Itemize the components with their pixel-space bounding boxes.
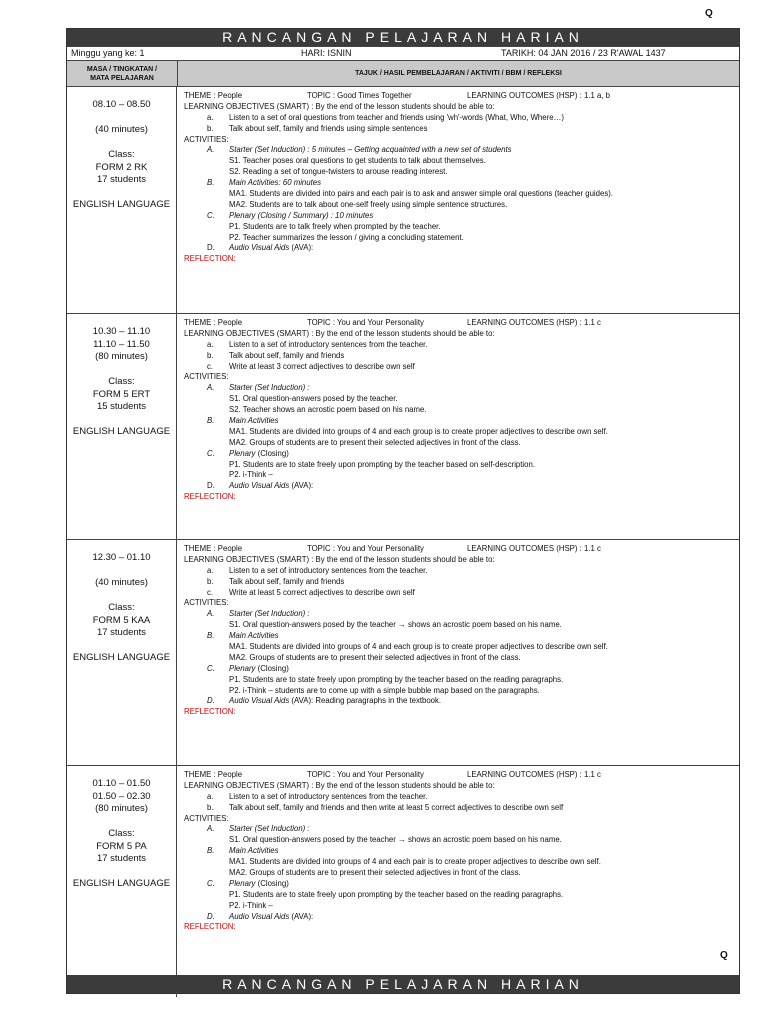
activity-mark: A. [207, 824, 215, 834]
activity-title: Main Activities: 60 minutes [229, 178, 322, 188]
activity-mark: A. [207, 383, 215, 393]
activity-step: P1. Students are to state freely upon prompting by the teacher based on self-description. [229, 459, 535, 469]
objective-text: Listen to a set of introductory sentences from the teacher. [229, 339, 428, 349]
table-header [67, 61, 739, 87]
header-col-time [67, 61, 178, 86]
objective-item [184, 566, 739, 577]
activity-tail: (Closing) [255, 878, 289, 888]
outcome-text: LEARNING OUTCOMES (HSP) : 1.1 a, b [467, 91, 610, 100]
activity-heading [184, 631, 739, 642]
objective-mark: b. [207, 576, 214, 586]
spacer [67, 414, 176, 427]
objective-item [184, 340, 739, 351]
theme-line [184, 91, 739, 102]
info-row [67, 46, 739, 61]
theme-line [184, 544, 739, 555]
objective-mark: b. [207, 350, 214, 360]
objective-item [184, 792, 739, 803]
activity-heading [184, 696, 739, 707]
activities-title: ACTIVITIES: [184, 372, 229, 382]
top-banner: RANCANGAN PELAJARAN HARIAN [67, 29, 739, 46]
activity-step: MA2. Students are to talk about one-self freely using simple sentence structures. [229, 199, 508, 209]
objective-item [184, 588, 739, 599]
activity-title: Starter (Set Induction) : [229, 609, 310, 619]
activity-step: MA2. Groups of students are to present their selected adjectives in front of the class. [229, 652, 521, 662]
class-label: Class: [108, 828, 135, 839]
objective-item [184, 124, 739, 135]
outcome-text: LEARNING OUTCOMES (HSP) : 1.1 c [467, 544, 601, 553]
objective-text: Listen to a set of introductory sentences from the teacher. [229, 791, 428, 801]
objective-item [184, 803, 739, 814]
objectives-title: LEARNING OBJECTIVES (SMART) : By the end of the lesson students should be able to: [184, 101, 495, 111]
objective-text: Talk about self, family and friends [229, 576, 345, 586]
lesson-time: 12.30 – 01.10 [92, 552, 151, 563]
lesson-row [67, 540, 739, 766]
activity-step: MA1. Students are divided into pairs and each pair is to ask and answer simple oral questions (teacher guides). [229, 189, 613, 199]
activity-heading [184, 912, 739, 923]
class-label: Class: [108, 149, 135, 160]
objective-item [184, 113, 739, 124]
activity-tail: (AVA): [289, 243, 314, 253]
activity-mark: B. [207, 846, 215, 856]
activity-title: Plenary (Closing / Summary) : 10 minutes [229, 210, 374, 220]
lesson-time: 08.10 – 08.50 [92, 99, 151, 110]
week-label: Minggu yang ke: 1 [71, 48, 145, 58]
activity-step: MA1. Students are divided into groups of 4 and each group is to create proper adjectives to describe own self. [229, 642, 608, 652]
objective-mark: c. [207, 587, 214, 597]
activity-mark: D. [207, 243, 215, 253]
activity-heading [184, 449, 739, 460]
subject: ENGLISH LANGUAGE [72, 426, 171, 437]
topic-text: TOPIC : You and Your Personality [307, 318, 424, 327]
spacer [67, 565, 176, 578]
class-form: FORM 5 KAA [92, 614, 151, 626]
class-form: FORM 5 ERT [92, 388, 151, 400]
activity-title: Audio Visual Aids [229, 481, 290, 491]
class-form: FORM 5 PA [96, 840, 147, 852]
activity-heading [184, 211, 739, 222]
outcome-text: LEARNING OUTCOMES (HSP) : 1.1 c [467, 770, 601, 779]
subject: ENGLISH LANGUAGE [72, 878, 171, 889]
activity-tail: (AVA): [289, 911, 314, 921]
reflection-label: REFLECTION: [184, 492, 236, 502]
activity-step: MA2. Groups of students are to present their selected adjectives in front of the class. [229, 868, 521, 878]
objective-item [184, 577, 739, 588]
lesson-time: 01.10 – 01.50 [92, 778, 151, 789]
subject: ENGLISH LANGUAGE [72, 652, 171, 663]
activity-step: S1. Oral question-answers posed by the teacher → shows an acrostic poem based on his name. [229, 835, 562, 845]
lesson-content [177, 314, 739, 539]
activity-mark: D. [207, 911, 215, 921]
activity-step: S2. Reading a set of tongue-twisters to arouse reading interest. [229, 167, 448, 177]
corner-mark-bottom: Q [720, 950, 728, 961]
objective-item [184, 351, 739, 362]
activity-step: P2. i-Think – [229, 900, 273, 910]
activity-heading [184, 664, 739, 675]
activity-step: MA1. Students are divided into groups of 4 and each pair is to create proper adjectives to describe own self. [229, 857, 601, 867]
day-label: HARI: ISNIN [301, 48, 352, 58]
objective-mark: a. [207, 565, 214, 575]
activity-title: Plenary [229, 448, 256, 458]
objective-text: Listen to a set of introductory sentences from the teacher. [229, 565, 428, 575]
spacer [67, 640, 176, 653]
activity-step: P1. Students are to state freely upon prompting by the teacher based on the reading paragraphs. [229, 674, 564, 684]
activity-step: S1. Oral question-answers posed by the teacher. [229, 394, 398, 404]
objective-text: Talk about self, family and friends [229, 350, 345, 360]
activity-title: Main Activities [229, 846, 279, 856]
objective-text: Write at least 5 correct adjectives to describe own self [229, 587, 415, 597]
outcome-text: LEARNING OUTCOMES (HSP) : 1.1 c [467, 318, 601, 327]
objective-mark: c. [207, 361, 214, 371]
header-col-content: TAJUK / HASIL PEMBELAJARAN / AKTIVITI / BBM / REFLEKSI [355, 70, 562, 77]
subject: ENGLISH LANGUAGE [72, 199, 171, 210]
activity-step: P2. i-Think – [229, 470, 273, 480]
lesson-content [177, 766, 739, 997]
objective-text: Listen to a set of oral questions from teacher and friends using 'wh'-words (What, Who, Where…) [229, 112, 564, 122]
theme-text: THEME : People [184, 91, 243, 100]
activity-tail: (AVA): [289, 481, 314, 491]
activity-mark: C. [207, 878, 215, 888]
activity-step: P1. Students are to talk freely when prompted by the teacher. [229, 221, 441, 231]
objective-text: Talk about self, family and friends and then write at least 5 correct adjectives to describe own self [229, 802, 564, 812]
objectives-title: LEARNING OBJECTIVES (SMART) : By the end of the lesson students should be able to: [184, 328, 495, 338]
activity-mark: D. [207, 696, 215, 706]
activity-mark: B. [207, 178, 215, 188]
class-students: 15 students [96, 401, 147, 412]
activity-mark: C. [207, 663, 215, 673]
activity-title: Plenary [229, 878, 256, 888]
activity-tail: (AVA): Reading paragraphs in the textbook. [289, 696, 442, 706]
activity-heading [184, 879, 739, 890]
objective-item [184, 362, 739, 373]
activity-title: Audio Visual Aids [229, 243, 290, 253]
lesson-rows [67, 87, 739, 997]
lesson-time-2: 11.10 – 11.50 [93, 338, 150, 350]
activity-mark: A. [207, 609, 215, 619]
activity-heading [184, 824, 739, 835]
theme-line [184, 770, 739, 781]
activities-title: ACTIVITIES: [184, 813, 229, 823]
objective-mark: a. [207, 339, 214, 349]
activity-heading [184, 243, 739, 254]
activities-title: ACTIVITIES: [184, 134, 229, 144]
lesson-duration: (80 minutes) [95, 351, 148, 362]
objective-text: Write at least 3 correct adjectives to describe own self [229, 361, 415, 371]
objective-mark: a. [207, 791, 214, 801]
reflection-label: REFLECTION: [184, 254, 236, 264]
bottom-banner: RANCANGAN PELAJARAN HARIAN [67, 975, 739, 993]
activities-title: ACTIVITIES: [184, 598, 229, 608]
objectives-title: LEARNING OBJECTIVES (SMART) : By the end of the lesson students should be able to: [184, 554, 495, 564]
activity-title: Plenary [229, 663, 256, 673]
activity-step: S1. Teacher poses oral questions to get students to talk about themselves. [229, 156, 486, 166]
activity-mark: A. [207, 145, 215, 155]
activity-heading [184, 145, 739, 156]
spacer [67, 112, 176, 125]
class-label: Class: [108, 376, 135, 387]
topic-text: TOPIC : You and Your Personality [307, 770, 424, 779]
lesson-row [67, 766, 739, 997]
activity-step: P2. Teacher summarizes the lesson / giving a concluding statement. [229, 232, 464, 242]
spacer [67, 866, 176, 879]
theme-line [184, 318, 739, 329]
activity-title: Starter (Set Induction) : 5 minutes – Getting acquainted with a new set of students [229, 145, 512, 155]
activity-step: P2. i-Think – students are to come up with a simple bubble map based on the paragraphs. [229, 685, 540, 695]
topic-text: TOPIC : You and Your Personality [307, 544, 424, 553]
activity-heading [184, 609, 739, 620]
activity-mark: C. [207, 210, 215, 220]
activity-mark: D. [207, 481, 215, 491]
activity-step: S1. Oral question-answers posed by the teacher → shows an acrostic poem based on his name. [229, 620, 562, 630]
activity-heading [184, 178, 739, 189]
activity-step: MA1. Students are divided into groups of 4 and each group is to create proper adjectives to describe own self. [229, 426, 608, 436]
lesson-meta [67, 314, 177, 539]
lesson-duration: (40 minutes) [95, 577, 148, 588]
activity-step: S2. Teacher shows an acrostic poem based on his name. [229, 405, 427, 415]
reflection-label: REFLECTION: [184, 707, 236, 717]
activity-step: P1. Students are to state freely upon prompting by the teacher based on the reading paragraphs. [229, 889, 564, 899]
theme-text: THEME : People [184, 544, 243, 553]
objective-mark: a. [207, 112, 214, 122]
class-form: FORM 2 RK [95, 161, 148, 173]
objective-text: Talk about self, family and friends using simple sentences [229, 123, 428, 133]
theme-text: THEME : People [184, 770, 243, 779]
header-col-time-line1: MASA / TINGKATAN / [86, 65, 158, 73]
lesson-duration: (40 minutes) [95, 124, 148, 135]
activity-tail: (Closing) [255, 663, 289, 673]
date-label: TARIKH: 04 JAN 2016 / 23 R'AWAL 1437 [501, 48, 666, 58]
lesson-row [67, 87, 739, 314]
activity-mark: B. [207, 416, 215, 426]
lesson-meta [67, 766, 177, 997]
topic-text: TOPIC : Good Times Together [307, 91, 412, 100]
lesson-time-2: 01.50 – 02.30 [92, 790, 151, 802]
spacer [67, 364, 176, 377]
activity-title: Audio Visual Aids [229, 911, 290, 921]
reflection-label: REFLECTION: [184, 922, 236, 932]
lesson-row [67, 314, 739, 540]
activity-heading [184, 846, 739, 857]
lesson-plan-document [66, 28, 740, 994]
theme-text: THEME : People [184, 318, 243, 327]
lesson-content [177, 540, 739, 765]
activity-step: MA2. Groups of students are to present their selected adjectives in front of the class. [229, 437, 521, 447]
objective-mark: b. [207, 802, 214, 812]
activity-mark: B. [207, 631, 215, 641]
class-students: 17 students [96, 627, 147, 638]
lesson-meta [67, 540, 177, 765]
activity-title: Audio Visual Aids [229, 696, 290, 706]
lesson-duration: (80 minutes) [95, 803, 148, 814]
lesson-content [177, 87, 739, 313]
activity-title: Main Activities [229, 416, 279, 426]
activity-heading [184, 481, 739, 492]
activity-mark: C. [207, 448, 215, 458]
spacer [67, 816, 176, 829]
spacer [67, 187, 176, 200]
spacer [67, 137, 176, 150]
objective-mark: b. [207, 123, 214, 133]
class-students: 17 students [96, 174, 147, 185]
activity-title: Starter (Set Induction) : [229, 383, 310, 393]
class-students: 17 students [96, 853, 147, 864]
spacer [67, 590, 176, 603]
activity-heading [184, 383, 739, 394]
activity-heading [184, 416, 739, 427]
activity-title: Main Activities [229, 631, 279, 641]
lesson-meta [67, 87, 177, 313]
corner-mark-top: Q [705, 8, 713, 19]
lesson-time: 10.30 – 11.10 [92, 326, 151, 337]
activity-tail: (Closing) [255, 448, 289, 458]
activity-title: Starter (Set Induction) : [229, 824, 310, 834]
class-label: Class: [108, 602, 135, 613]
objectives-title: LEARNING OBJECTIVES (SMART) : By the end of the lesson students should be able to: [184, 780, 495, 790]
header-col-time-line2: MATA PELAJARAN [90, 74, 154, 82]
